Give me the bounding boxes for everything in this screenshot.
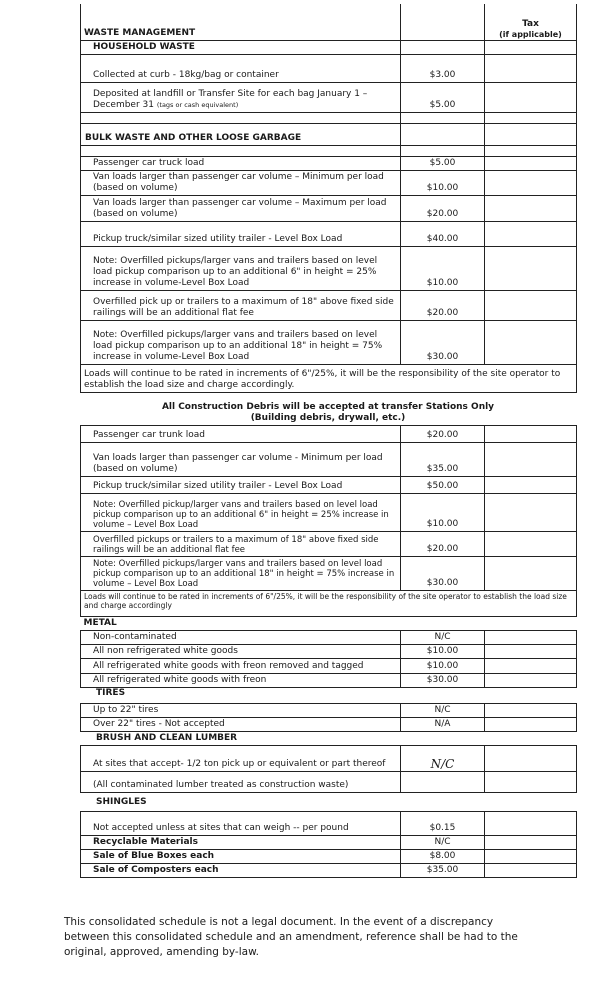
- fee-amount: [401, 772, 485, 793]
- tires-title: TIRES: [96, 688, 126, 698]
- table-row-label: Passenger car truck load: [81, 156, 401, 170]
- tax-header-label: Tax: [522, 18, 539, 29]
- fee-amount: $30.00: [401, 320, 485, 364]
- household-waste-title: HOUSEHOLD WASTE: [81, 40, 401, 54]
- table-row-label: [81, 82, 401, 112]
- table-row-label: Recyclable Materials: [81, 836, 401, 850]
- fee-amount: $10.00: [401, 645, 485, 659]
- table-row-label: Passenger car trunk load: [81, 426, 401, 443]
- fee-amount: $10.00: [401, 246, 485, 290]
- fee-amount: N/C: [401, 704, 485, 718]
- fee-amount: $5.00: [401, 156, 485, 170]
- table-row-label: Van loads larger than passenger car volume – Minimum per load (based on volume): [81, 170, 401, 195]
- fee-amount: N/C: [401, 631, 485, 645]
- fee-amount: $5.00: [401, 82, 485, 112]
- fee-amount: $10.00: [401, 659, 485, 674]
- fee-amount: $20.00: [401, 195, 485, 221]
- brush-table: [80, 745, 577, 793]
- disclaimer-text: This consolidated schedule is not a legal document. In the event of a discrepancy between this consolidated schedule and an amendment, reference shall be had to the original, approved, amending by-law.: [64, 916, 518, 958]
- tax-header: [485, 4, 577, 40]
- shingles-table: [80, 811, 577, 878]
- table-row-label: Overfilled pick up or trailers to a maximum of 18" above fixed side railings will be an additional flat fee: [81, 290, 401, 320]
- fee-amount: $20.00: [401, 290, 485, 320]
- fee-amount: N/C: [401, 746, 485, 772]
- bulk-waste-title: BULK WASTE AND OTHER LOOSE GARBAGE: [81, 123, 401, 145]
- fee-amount: N/C: [401, 836, 485, 850]
- table-row-label: Note: Overfilled pickup/larger vans and trailers based on level load pickup comparison up to an additional 6" in height = 25% increase in volume – Level Box Load: [81, 494, 401, 532]
- tax-header-sub: (if applicable): [499, 29, 562, 39]
- landfill-bag-note: (tags or cash equivalent): [156, 100, 239, 109]
- fee-amount: $35.00: [401, 864, 485, 878]
- table-row-label: Overfilled pickups or trailers to a maximum of 18" above fixed side railings will be an additional flat fee: [81, 532, 401, 557]
- table-row-label: Collected at curb - 18kg/bag or container: [81, 54, 401, 82]
- construction-title: All Construction Debris will be accepted at transfer Stations Only: [161, 402, 495, 412]
- fee-amount: $50.00: [401, 477, 485, 494]
- fee-amount: $8.00: [401, 850, 485, 864]
- table-row-label: All non refrigerated white goods: [81, 645, 401, 659]
- fee-amount: $20.00: [401, 426, 485, 443]
- fee-amount: $30.00: [401, 674, 485, 688]
- waste-management-table: [80, 4, 577, 393]
- construction-debris-table: [80, 425, 577, 617]
- construction-heading: [80, 402, 576, 424]
- fee-amount: $30.00: [401, 557, 485, 591]
- fee-amount: $20.00: [401, 532, 485, 557]
- amount-header: [401, 4, 485, 40]
- fee-amount: $10.00: [401, 170, 485, 195]
- table-row-label: Pickup truck/similar sized utility trailer - Level Box Load: [81, 221, 401, 246]
- construction-subtitle: (Building debris, drywall, etc.): [250, 413, 406, 423]
- tires-table: [80, 703, 577, 732]
- table-row-label: Up to 22" tires: [81, 704, 401, 718]
- table-row-label: Sale of Composters each: [81, 864, 401, 878]
- fee-amount: $35.00: [401, 443, 485, 477]
- table-row-label: Not accepted unless at sites that can weigh -- per pound: [81, 812, 401, 836]
- table-row-label: All refrigerated white goods with freon removed and tagged: [81, 659, 401, 674]
- construction-note: Loads will continue to be rated in increments of 6"/25%, it will be the responsibility of the site operator to establish the load size and charge accordingly: [81, 591, 577, 617]
- table-row-label: Pickup truck/similar sized utility trailer - Level Box Load: [81, 477, 401, 494]
- table-row-label: At sites that accept- 1/2 ton pick up or equivalent or part thereof: [81, 746, 401, 772]
- shingles-title: SHINGLES: [96, 797, 147, 807]
- metal-title: METAL: [81, 617, 577, 631]
- table-row-label: Note: Overfilled pickups/larger vans and trailers based on level load pickup comparison up to an additional 6" in height = 25% increase in volume-Level Box Load: [81, 246, 401, 290]
- table-row-label: Non-contaminated: [81, 631, 401, 645]
- fee-amount: $0.15: [401, 812, 485, 836]
- fee-amount: N/A: [401, 718, 485, 732]
- fee-amount: $10.00: [401, 494, 485, 532]
- table-row-label: Van loads larger than passenger car volume – Maximum per load (based on volume): [81, 195, 401, 221]
- waste-management-title: WASTE MANAGEMENT: [81, 4, 401, 40]
- table-row-label: Note: Overfilled pickups/larger vans and trailers based on level load pickup comparison up to an additional 18" in height = 75% increase in volume – Level Box Load: [81, 557, 401, 591]
- table-row-label: Van loads larger than passenger car volume - Minimum per load (based on volume): [81, 443, 401, 477]
- landfill-bag-label: Deposited at landfill or Transfer Site for each bag January 1 – December 31: [93, 88, 368, 110]
- table-row-label: Note: Overfilled pickups/larger vans and trailers based on level load pickup comparison up to an additional 18" in height = 75% increase in volume-Level Box Load: [81, 320, 401, 364]
- metal-table: [80, 616, 577, 688]
- fee-amount: $3.00: [401, 54, 485, 82]
- brush-title: BRUSH AND CLEAN LUMBER: [96, 733, 238, 743]
- table-row-label: All refrigerated white goods with freon: [81, 674, 401, 688]
- table-row-label: Over 22" tires - Not accepted: [81, 718, 401, 732]
- table-row-label: Sale of Blue Boxes each: [81, 850, 401, 864]
- fee-amount: $40.00: [401, 221, 485, 246]
- table-row-label: (All contaminated lumber treated as construction waste): [81, 772, 401, 793]
- bulk-waste-note: Loads will continue to be rated in increments of 6"/25%, it will be the responsibility of the site operator to establish the load size and charge accordingly.: [81, 364, 577, 392]
